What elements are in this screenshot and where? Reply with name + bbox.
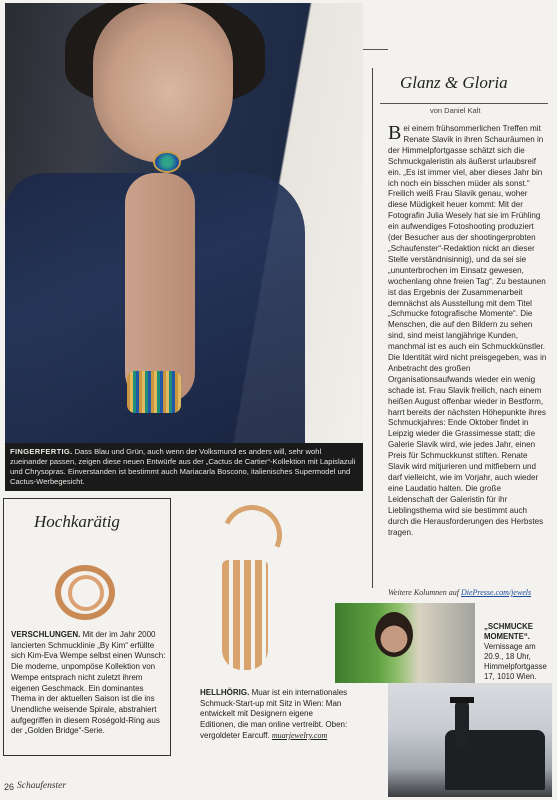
more-columns-prefix: Weitere Kolumnen auf <box>388 588 461 597</box>
hochkaraetig-title: Hochkarätig <box>34 512 120 531</box>
hero-caption-text: Dass Blau und Grün, auch wenn der Volksmund es anders will, sehr wohl zueinander passen, zeigen diese neuen Entwürfe aus der „Cactus de Cartier“-Kollektion mit Lapislazuli und Chrysopras. Einverstanden ist bestimmt auch Mariacarla Boscono, italienisches Supermodel und Cactus-Werbegesicht. <box>10 447 356 486</box>
hero-arm <box>125 173 195 403</box>
hero-photo <box>5 3 363 443</box>
rosegold-ring-inner <box>68 575 104 611</box>
more-columns-line <box>388 588 531 597</box>
carriage-photo-person <box>455 700 469 748</box>
article-body <box>388 124 548 538</box>
hellhoerig-text <box>200 688 350 742</box>
vernissage-headline: „SCHMUCKE MOMENTE“. <box>484 622 533 641</box>
cactus-cuff <box>127 371 181 413</box>
vernissage-text: Vernissage am 20.9., 18 Uhr, Himmelpfortgasse 17, 1010 Wien. <box>484 642 547 681</box>
muar-link[interactable]: muarjewelry.com <box>271 730 328 740</box>
column-divider <box>372 68 373 588</box>
hellhoerig-lead: HELLHÖRIG. <box>200 688 250 697</box>
cactus-ring <box>153 151 181 173</box>
hochkaraetig-text <box>11 630 166 737</box>
earcuff-image-drips <box>222 560 268 670</box>
hero-caption <box>10 447 360 487</box>
article-dropcap: B <box>388 122 402 144</box>
portrait-photo-head <box>375 612 413 657</box>
carriage-photo-hat <box>450 697 474 703</box>
article-title: Glanz & Gloria <box>400 73 508 92</box>
hochkaraetig-lead: VERSCHLUNGEN. <box>11 630 81 639</box>
article-byline: von Daniel Kalt <box>430 106 481 115</box>
hochkaraetig-body: Mit der im Jahr 2000 lancierten Schmucklinie „By Kim“ erfüllte sich Kim-Eva Wempe selbst einen Wunsch: Die moderne, unpompöse Kollektion von Wempe entsprach nicht zuletzt ihrem eigenen Geschmack. Ein dominantes Thema in der aktuellen Saison ist die ins Unendliche weisende Spirale, abstrahiert aufgegriffen in diesem Roségold-Ring aus der „Golden Bridge“-Serie. <box>11 630 166 736</box>
vernissage-info <box>484 622 554 682</box>
magazine-name: Schaufenster <box>17 781 67 791</box>
hero-face <box>93 3 233 163</box>
article-body-text: ei einem frühsommerlichen Treffen mit Renate Slavik in ihren Schauräumen in der Himmelpfortgasse schätzt sich die Schmuckgaleristin als äußerst urlaubsreif ein. „Es ist immer viel, aber dieses Jahr bin ich noch ein bisschen müder als sonst.“ Freilich weiß Frau Slavik genau, woher diese Müdigkeit heuer kommt: Mit der Fotografin Julia Wesely hat sie im Frühling ein aufwendiges Fotoshooting produziert (der Besucher aus der shootingerprobten „Schaufenster“-Redaktion nickt an dieser Stelle verständnisinnig), und da sei sie „ununterbrochen im Einsatz gewesen, wochenlang ohne freien Tag“. Zu bestaunen ist das Ergebnis der Zusammenarbeit demnächst als Ausstellung mit dem Titel „Schmucke fotografische Momente“. Die Menschen, die auf den Bildern zu sehen sind, sind meist langjährige Kunden, manchmal ist es auch ein Schmuckkünstler. Die Identität wird nicht preisgegeben, was in Anbetracht des großen Organisationsaufwands wieder ein wenig schade ist. Frau Slavik freilich, nach einem heißen August offenbar wieder in Bestform, harrt bereits der nächsten Höhepunkte ihres Schmuckjahres: Ende Oktober findet in Leipzig wieder die Grassimesse statt; die Galerie Slavik wird, wie jedes Jahr, einen Preis für Schmuckkunst stiften. Renate Slavik wird mitjurieren und mitfiebern und darf vielleicht, wie im Vorjahr, auch wieder eine Laudatio halten. Die große Leidenschaft der Galeristin für ihr Lieblingsthema wird sie bestimmt auch durch die Herausforderungen des Herbstes tragen. <box>388 124 547 537</box>
hellhoerig-body: Muar ist ein internationales Schmuck-Start-up mit Sitz in Wien: Man entwickelt mit Designern eigene Editionen, die man online vertreibt. Oben: vergoldeter Earcuff. <box>200 688 348 740</box>
more-columns-link[interactable]: DiePresse.com/jewels <box>460 588 532 597</box>
hero-caption-lead: FINGERFERTIG. <box>10 447 73 456</box>
article-title-rule <box>380 103 548 104</box>
page-number: 26 <box>4 782 15 792</box>
